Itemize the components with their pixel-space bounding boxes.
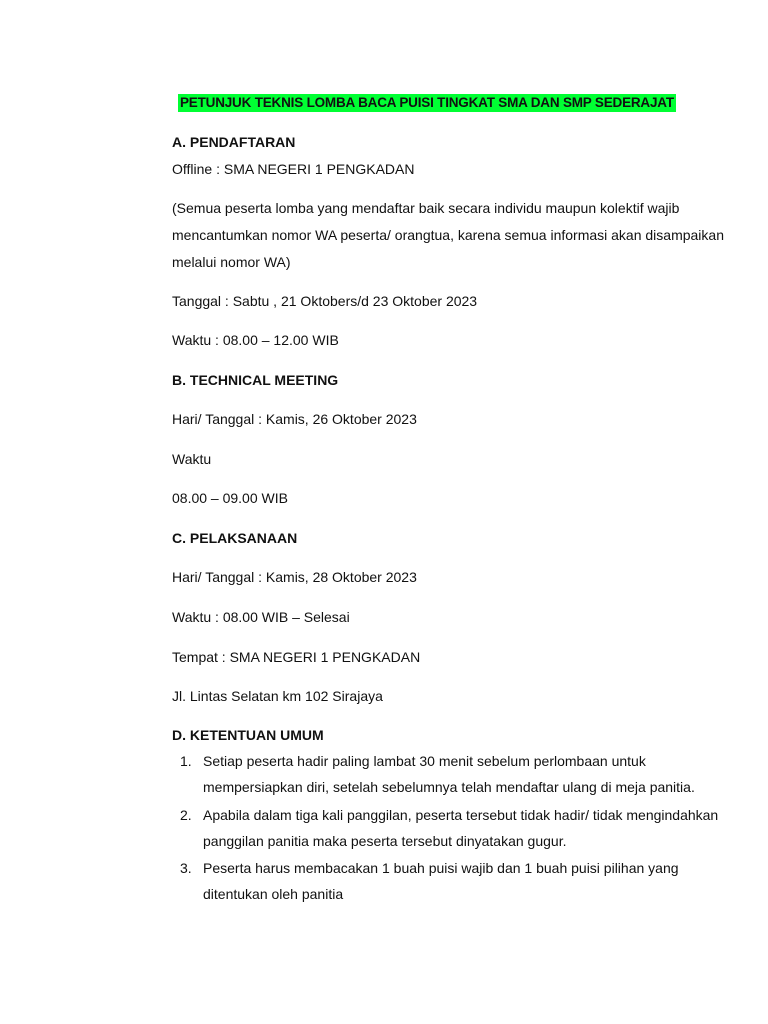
tm-time-label: Waktu: [172, 451, 212, 467]
list-text: [203, 802, 718, 854]
event-address: Jl. Lintas Selatan km 102 Sirajaya: [172, 688, 383, 704]
section-a-heading: A. PENDAFTARAN: [172, 134, 296, 150]
tm-date: Hari/ Tanggal : Kamis, 26 Oktober 2023: [172, 411, 417, 427]
list-text-line: panggilan panitia maka peserta tersebut dinyatakan gugur.: [203, 833, 567, 849]
list-number: 2.: [180, 807, 192, 823]
registration-note-line-2: mencantumkan nomor WA peserta/ orangtua, karena semua informasi akan disampaikan: [172, 227, 724, 243]
list-text-line: ditentukan oleh panitia: [203, 886, 344, 902]
list-text-line: Apabila dalam tiga kali panggilan, peserta tersebut tidak hadir/ tidak mengindahkan: [203, 807, 719, 823]
list-text-line: Setiap peserta hadir paling lambat 30 menit sebelum perlombaan untuk: [203, 753, 646, 769]
registration-time: Waktu : 08.00 – 12.00 WIB: [172, 332, 339, 348]
list-text-line: Peserta harus membacakan 1 buah puisi wajib dan 1 buah puisi pilihan yang: [203, 860, 679, 876]
section-d-heading: D. KETENTUAN UMUM: [172, 727, 324, 743]
list-number: 3.: [180, 860, 192, 876]
event-time: Waktu : 08.00 WIB – Selesai: [172, 609, 350, 625]
list-number: 1.: [180, 753, 192, 769]
registration-date: Tanggal : Sabtu , 21 Oktobers/d 23 Oktober 2023: [172, 293, 478, 309]
document-title: PETUNJUK TEKNIS LOMBA BACA PUISI TINGKAT SMA DAN SMP SEDERAJAT: [180, 95, 674, 110]
list-text: [203, 748, 695, 800]
event-venue: Tempat : SMA NEGERI 1 PENGKADAN: [172, 649, 421, 665]
section-b-heading: B. TECHNICAL MEETING: [172, 372, 339, 388]
event-date: Hari/ Tanggal : Kamis, 28 Oktober 2023: [172, 569, 417, 585]
tm-time-value: 08.00 – 09.00 WIB: [172, 490, 288, 506]
list-text: [203, 855, 679, 907]
offline-location: Offline : SMA NEGERI 1 PENGKADAN: [172, 161, 415, 177]
registration-note-line-1: (Semua peserta lomba yang mendaftar baik secara individu maupun kolektif wajib: [172, 200, 680, 216]
list-text-line: mempersiapkan diri, setelah sebelumnya telah mendaftar ulang di meja panitia.: [203, 779, 695, 795]
registration-note-line-3: melalui nomor WA): [172, 254, 291, 270]
section-c-heading: C. PELAKSANAAN: [172, 530, 298, 546]
